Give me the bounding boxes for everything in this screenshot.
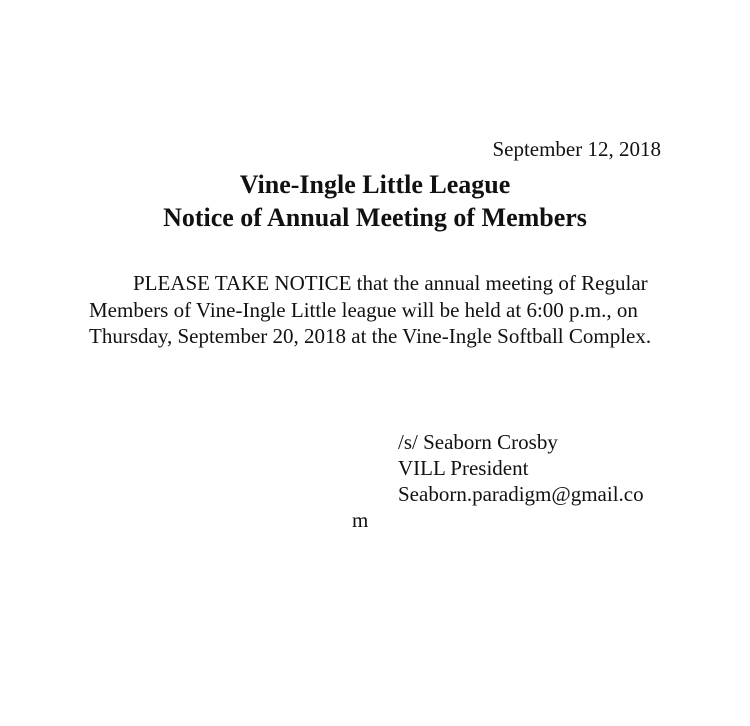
signature-email: Seaborn.paradigm@gmail.co: [398, 482, 644, 506]
league-title: Vine-Ingle Little League: [239, 170, 511, 199]
notice-title: Notice of Annual Meeting of Members: [163, 203, 587, 232]
notice-body: PLEASE TAKE NOTICE that the annual meeting of Regular Members of Vine-Ingle Little league will be held at 6:00 p.m., on Thursday, September 20, 2018 at the Vine-Ingle Softball Complex.: [89, 271, 652, 348]
signature-email-wrap: m: [352, 508, 369, 532]
signature-title: VILL President: [398, 456, 529, 480]
signature-name: /s/ Seaborn Crosby: [398, 430, 558, 454]
notice-date: September 12, 2018: [492, 137, 661, 161]
